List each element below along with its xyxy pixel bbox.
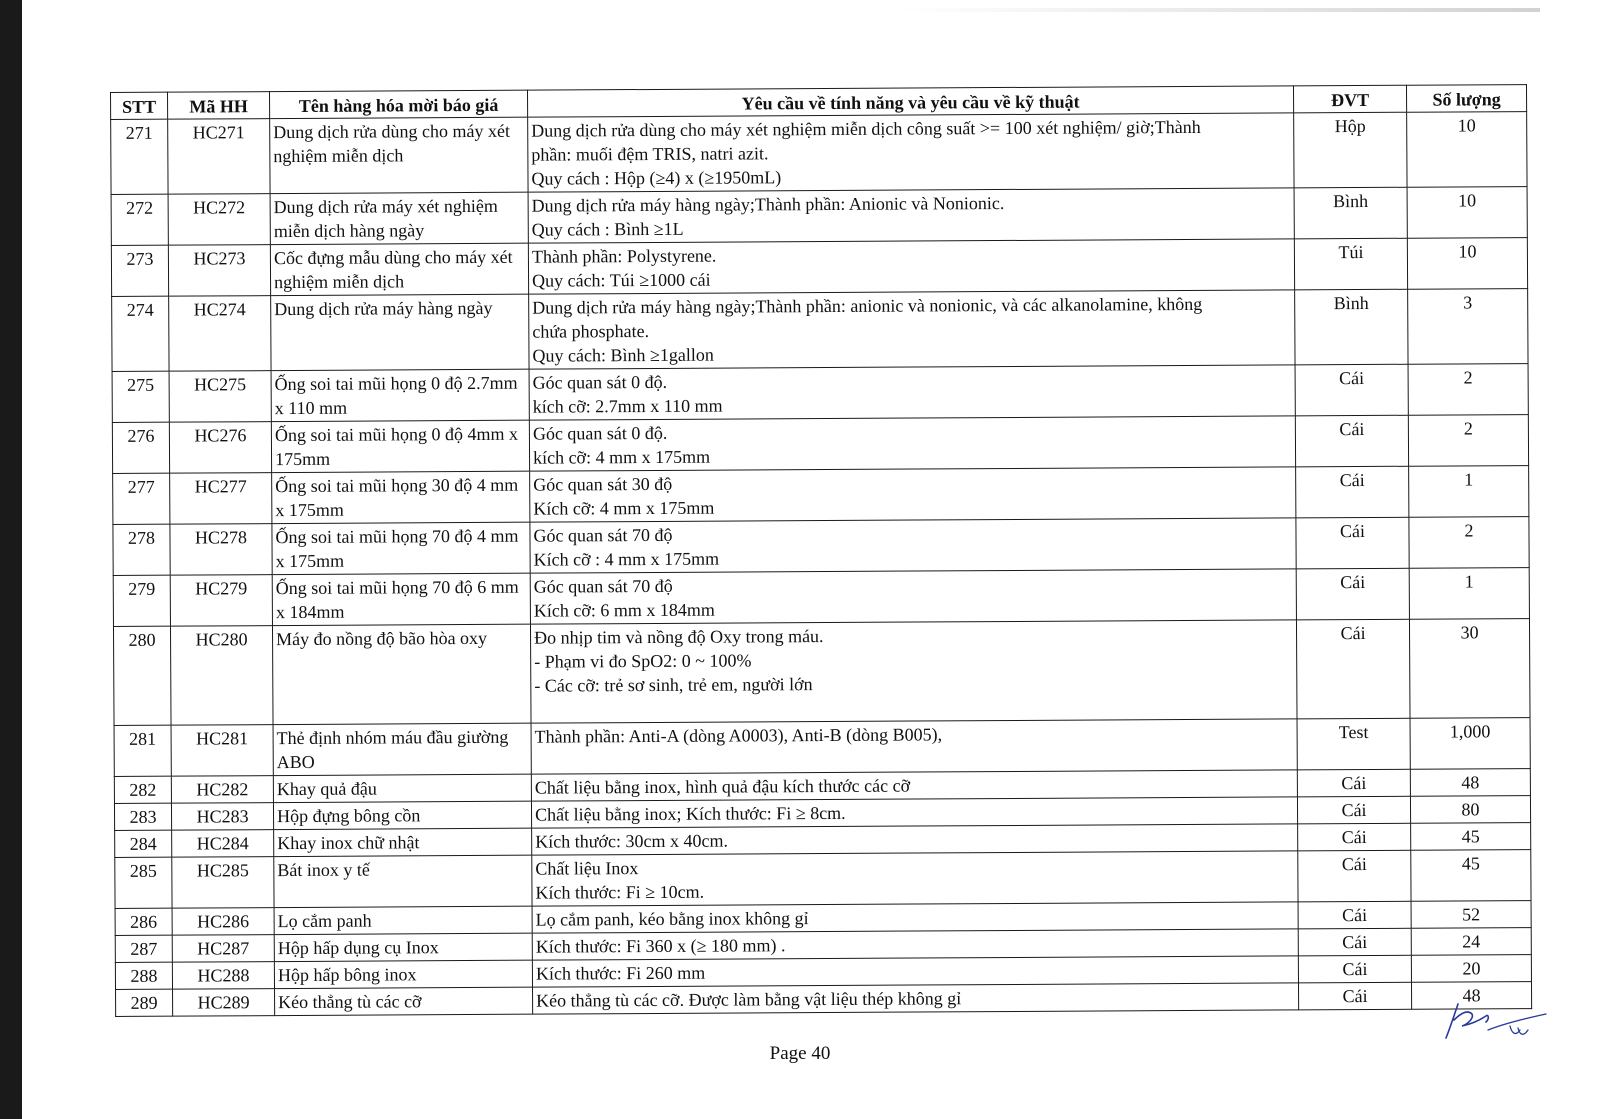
cell-name: Dung dịch rửa máy xét nghiệm miễn dịch hàng ngày bbox=[270, 192, 528, 244]
cell-spec bbox=[530, 518, 1296, 573]
cell-unit: Cái bbox=[1296, 619, 1410, 719]
spec-line: Dung dịch rửa máy hàng ngày;Thành phần: Anionic và Nonionic. bbox=[531, 193, 1005, 216]
scan-edge bbox=[0, 0, 22, 1119]
spec-line: Góc quan sát 70 độ bbox=[533, 524, 673, 546]
cell-code: HC275 bbox=[169, 371, 271, 423]
cell-stt: 287 bbox=[115, 935, 172, 962]
cell-spec bbox=[529, 290, 1295, 369]
cell-qty: 80 bbox=[1410, 796, 1530, 824]
cell-code: HC288 bbox=[172, 962, 274, 990]
cell-code: HC276 bbox=[169, 422, 271, 474]
cell-stt: 271 bbox=[111, 119, 168, 194]
spec-line: kích cỡ: 2.7mm x 110 mm bbox=[532, 395, 723, 417]
cell-name: Máy đo nồng độ bão hòa oxy bbox=[272, 624, 531, 724]
quotation-table bbox=[110, 84, 1532, 1017]
cell-qty: 10 bbox=[1407, 112, 1527, 188]
spec-line: Chất liệu Inox bbox=[535, 858, 639, 879]
cell-code: HC273 bbox=[168, 245, 270, 297]
cell-spec bbox=[530, 569, 1296, 624]
spec-line: Kích thước: Fi ≥ 10cm. bbox=[535, 881, 705, 903]
cell-stt: 273 bbox=[111, 245, 168, 296]
spec-line: Chất liệu bằng inox; Kích thước: Fi ≥ 8cm. bbox=[534, 802, 846, 825]
cell-qty: 20 bbox=[1411, 955, 1531, 983]
cell-unit: Test bbox=[1297, 718, 1410, 770]
cell-name: Khay quả đậu bbox=[273, 774, 531, 802]
spec-line: Góc quan sát 0 độ. bbox=[532, 422, 668, 444]
cell-unit: Cái bbox=[1296, 466, 1409, 518]
cell-unit: Cái bbox=[1298, 823, 1411, 851]
spec-line: Thành phần: Anti-A (dòng A0003), Anti-B (dòng B005), bbox=[534, 724, 943, 747]
spec-line: chứa phosphate. bbox=[532, 320, 650, 342]
cell-qty: 1 bbox=[1409, 568, 1529, 620]
spec-line: Dung dịch rửa máy hàng ngày;Thành phần: anionic và nonionic, và các alkanolamine, không bbox=[532, 293, 1203, 318]
cell-code: HC284 bbox=[172, 830, 274, 858]
spec-line: Đo nhịp tim và nồng độ Oxy trong máu. bbox=[533, 626, 824, 648]
cell-stt: 278 bbox=[113, 524, 170, 575]
spec-line: Quy cách : Bình ≥1L bbox=[531, 218, 684, 240]
cell-qty: 10 bbox=[1407, 238, 1527, 290]
cell-code: HC285 bbox=[172, 857, 274, 909]
cell-qty: 48 bbox=[1411, 982, 1531, 1010]
table-row bbox=[112, 364, 1528, 423]
cell-code: HC282 bbox=[171, 776, 273, 804]
spec-line: Kích cỡ : 4 mm x 175mm bbox=[533, 548, 720, 570]
header-spec: Yêu cầu về tính năng và yêu cầu về kỹ thuật bbox=[527, 86, 1293, 117]
cell-qty: 48 bbox=[1410, 769, 1530, 797]
cell-name: Ống soi tai mũi họng 70 độ 6 mm x 184mm bbox=[272, 573, 530, 625]
cell-unit: Cái bbox=[1298, 901, 1411, 929]
cell-unit: Cái bbox=[1295, 415, 1408, 467]
table-row bbox=[112, 415, 1528, 474]
cell-unit: Cái bbox=[1298, 982, 1411, 1010]
cell-stt: 280 bbox=[113, 626, 171, 725]
cell-code: HC278 bbox=[170, 524, 272, 576]
cell-stt: 289 bbox=[116, 989, 173, 1016]
cell-spec bbox=[532, 902, 1298, 933]
cell-qty: 45 bbox=[1411, 850, 1531, 902]
table-row bbox=[111, 112, 1527, 195]
cell-qty: 2 bbox=[1408, 415, 1528, 467]
cell-spec bbox=[532, 824, 1298, 855]
cell-code: HC279 bbox=[170, 575, 272, 627]
spec-line: Chất liệu bằng inox, hình quả đậu kích thước các cỡ bbox=[534, 775, 911, 798]
cell-spec bbox=[528, 188, 1294, 243]
cell-spec bbox=[530, 467, 1296, 522]
cell-code: HC272 bbox=[168, 194, 270, 246]
cell-spec bbox=[529, 365, 1295, 420]
spec-line: Dung dịch rửa dùng cho máy xét nghiệm miễn dịch công suất >= 100 xét nghiệm/ giờ;Thành bbox=[531, 116, 1201, 141]
cell-code: HC281 bbox=[171, 725, 273, 777]
cell-unit: Cái bbox=[1297, 769, 1410, 797]
cell-name: Hộp hấp dụng cụ Inox bbox=[274, 933, 532, 961]
cell-stt: 274 bbox=[112, 296, 169, 371]
cell-unit: Bình bbox=[1294, 187, 1407, 239]
header-stt: STT bbox=[111, 92, 168, 119]
cell-qty: 2 bbox=[1409, 517, 1529, 569]
cell-spec bbox=[531, 770, 1297, 801]
table-row bbox=[115, 850, 1531, 909]
cell-qty: 30 bbox=[1409, 619, 1530, 719]
scan-shadow bbox=[900, 8, 1540, 12]
cell-spec bbox=[532, 929, 1298, 960]
handwritten-signature bbox=[1428, 990, 1558, 1050]
table-row bbox=[113, 568, 1529, 627]
cell-stt: 275 bbox=[112, 371, 169, 422]
document-page bbox=[110, 84, 1531, 1017]
cell-name: Hộp hấp bông inox bbox=[274, 960, 532, 988]
spec-line: Kích thước: Fi 360 x (≥ 180 mm) . bbox=[535, 935, 786, 957]
cell-unit: Cái bbox=[1296, 568, 1409, 620]
cell-name: Cốc đựng mẫu dùng cho máy xét nghiệm miễn dịch bbox=[270, 243, 528, 295]
cell-unit: Cái bbox=[1295, 364, 1408, 416]
cell-name: Kéo thẳng tù các cỡ bbox=[275, 987, 533, 1015]
spec-line: Thành phần: Polystyrene. bbox=[531, 245, 717, 267]
spec-line: Kích thước: 30cm x 40cm. bbox=[535, 830, 728, 852]
cell-spec bbox=[531, 719, 1297, 774]
header-unit: ĐVT bbox=[1293, 85, 1406, 113]
spec-line: Kéo thẳng tù các cỡ. Được làm bằng vật liệu thép không gỉ bbox=[536, 988, 962, 1011]
cell-stt: 281 bbox=[114, 725, 171, 776]
header-code: Mã HH bbox=[168, 92, 270, 120]
cell-stt: 279 bbox=[113, 575, 170, 626]
cell-name: Dung dịch rửa máy hàng ngày bbox=[271, 294, 529, 370]
cell-name: Ống soi tai mũi họng 70 độ 4 mm x 175mm bbox=[272, 522, 530, 574]
cell-code: HC271 bbox=[168, 119, 270, 195]
cell-unit: Túi bbox=[1294, 238, 1407, 290]
cell-spec bbox=[528, 113, 1294, 192]
spec-line: Kích cỡ: 4 mm x 175mm bbox=[533, 497, 715, 519]
cell-code: HC287 bbox=[172, 935, 274, 963]
spec-line: Kích thước: Fi 260 mm bbox=[535, 962, 706, 984]
spec-line: - Phạm vi đo SpO2: 0 ~ 100% bbox=[534, 650, 752, 672]
cell-qty: 3 bbox=[1408, 289, 1528, 365]
cell-spec bbox=[532, 956, 1298, 987]
cell-stt: 288 bbox=[115, 962, 172, 989]
cell-qty: 1 bbox=[1409, 466, 1529, 518]
cell-stt: 276 bbox=[112, 422, 169, 473]
cell-stt: 282 bbox=[114, 776, 171, 803]
cell-code: HC283 bbox=[171, 803, 273, 831]
cell-unit: Hộp bbox=[1294, 112, 1407, 188]
spec-line: Lọ cắm panh, kéo bằng inox không gỉ bbox=[535, 908, 809, 930]
table-row bbox=[113, 619, 1530, 726]
cell-name: Thẻ định nhóm máu đầu giường ABO bbox=[273, 723, 531, 775]
cell-code: HC274 bbox=[169, 296, 271, 372]
cell-code: HC280 bbox=[170, 626, 273, 726]
cell-qty: 1,000 bbox=[1410, 718, 1530, 770]
table-row bbox=[114, 718, 1530, 777]
cell-name: Hộp đựng bông cồn bbox=[273, 801, 531, 829]
cell-unit: Cái bbox=[1298, 850, 1411, 902]
cell-name: Dung dịch rửa dùng cho máy xét nghiệm miễn dịch bbox=[270, 117, 528, 193]
cell-stt: 285 bbox=[115, 857, 172, 908]
cell-stt: 272 bbox=[111, 194, 168, 245]
table-row bbox=[113, 517, 1529, 576]
spec-line: Quy cách: Túi ≥1000 cái bbox=[532, 269, 711, 291]
cell-name: Ống soi tai mũi họng 30 độ 4 mm x 175mm bbox=[272, 471, 530, 523]
spec-line: Quy cách : Hộp (≥4) x (≥1950mL) bbox=[531, 167, 782, 189]
cell-spec bbox=[528, 239, 1294, 294]
spec-line: - Các cỡ: trẻ sơ sinh, trẻ em, người lớn bbox=[534, 674, 813, 696]
spec-line: Quy cách: Bình ≥1gallon bbox=[532, 344, 714, 366]
cell-unit: Cái bbox=[1297, 796, 1410, 824]
spec-line: phần: muối đệm TRIS, natri azit. bbox=[531, 143, 769, 165]
cell-stt: 283 bbox=[114, 803, 171, 830]
table-row bbox=[111, 187, 1527, 246]
cell-stt: 286 bbox=[115, 908, 172, 935]
spec-line: kích cỡ: 4 mm x 175mm bbox=[532, 446, 711, 468]
cell-unit: Bình bbox=[1295, 289, 1408, 365]
cell-qty: 52 bbox=[1411, 901, 1531, 929]
table-body bbox=[111, 112, 1532, 1017]
cell-stt: 284 bbox=[115, 830, 172, 857]
cell-qty: 45 bbox=[1411, 823, 1531, 851]
cell-spec bbox=[531, 797, 1297, 828]
table-row bbox=[111, 238, 1527, 297]
page-number: Page 40 bbox=[769, 1043, 831, 1064]
cell-unit: Cái bbox=[1296, 517, 1409, 569]
cell-spec bbox=[529, 416, 1295, 471]
cell-qty: 2 bbox=[1408, 364, 1528, 416]
cell-code: HC277 bbox=[170, 473, 272, 525]
cell-name: Ống soi tai mũi họng 0 độ 4mm x 175mm bbox=[271, 420, 529, 472]
header-name: Tên hàng hóa mời báo giá bbox=[270, 90, 528, 118]
cell-unit: Cái bbox=[1298, 955, 1411, 983]
cell-code: HC286 bbox=[172, 908, 274, 936]
spec-line: Kích cỡ: 6 mm x 184mm bbox=[533, 599, 715, 621]
cell-spec bbox=[532, 851, 1298, 906]
spec-line: Góc quan sát 70 độ bbox=[533, 575, 673, 597]
cell-stt: 277 bbox=[113, 473, 170, 524]
table-row bbox=[112, 289, 1528, 372]
cell-name: Lọ cắm panh bbox=[274, 906, 532, 934]
cell-unit: Cái bbox=[1298, 928, 1411, 956]
cell-name: Ống soi tai mũi họng 0 độ 2.7mm x 110 mm bbox=[271, 369, 529, 421]
cell-qty: 10 bbox=[1407, 187, 1527, 239]
cell-spec bbox=[530, 620, 1297, 723]
header-qty: Số lượng bbox=[1406, 85, 1526, 113]
table-row bbox=[113, 466, 1529, 525]
cell-name: Khay inox chữ nhật bbox=[274, 828, 532, 856]
spec-line: Góc quan sát 30 độ bbox=[533, 473, 673, 495]
cell-name: Bát inox y tế bbox=[274, 855, 532, 907]
cell-qty: 24 bbox=[1411, 928, 1531, 956]
spec-line: Góc quan sát 0 độ. bbox=[532, 371, 668, 393]
cell-code: HC289 bbox=[173, 989, 275, 1017]
cell-spec bbox=[533, 983, 1299, 1014]
